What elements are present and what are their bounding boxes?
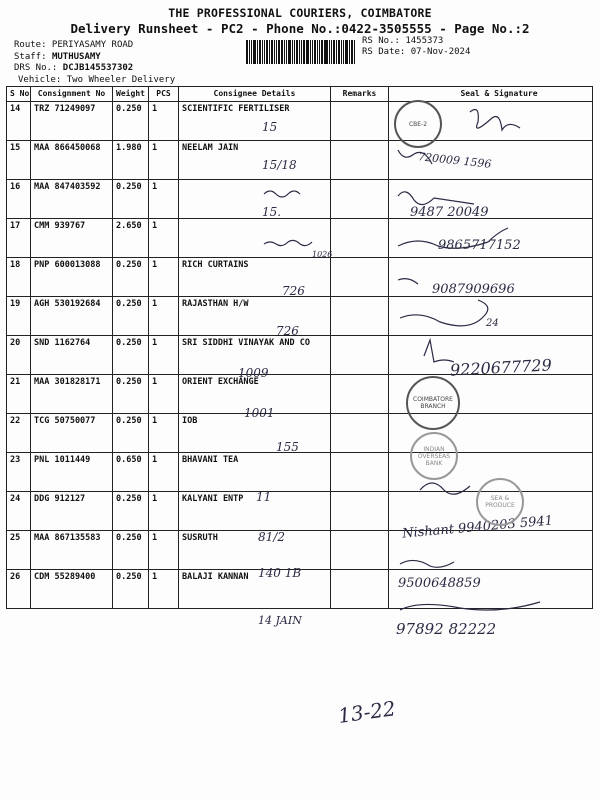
cell-pcs: 1 — [149, 102, 179, 141]
cell-pcs: 1 — [149, 453, 179, 492]
barcode-bar — [276, 40, 277, 64]
cell-consignee: NEELAM JAIN — [179, 141, 331, 180]
table-row — [7, 414, 593, 453]
handwritten-door-21: 1001 — [244, 406, 275, 420]
barcode-bar — [253, 40, 256, 64]
drs-number: DCJB145537302 — [62, 63, 134, 73]
col-pcs: PCS — [149, 87, 179, 102]
barcode-bar — [266, 40, 268, 64]
cell-remarks — [331, 258, 389, 297]
cell-pcs: 1 — [149, 297, 179, 336]
staff-label: Staff: — [14, 51, 47, 62]
bank-stamp-text: INDIAN OVERSEAS BANK — [417, 445, 451, 467]
cell-signature — [389, 336, 593, 375]
barcode-bar — [312, 40, 313, 64]
cell-sno: 18 — [7, 258, 31, 297]
cell-consignee: SUSRUTH — [179, 531, 331, 570]
handwritten-door-24: 81/2 — [258, 530, 285, 544]
cell-remarks — [331, 297, 389, 336]
handwritten-door-20: 1009 — [238, 366, 269, 380]
cell-consignment: SND 1162764 — [31, 336, 113, 375]
handwritten-door-18: 726 — [282, 284, 305, 298]
rs-date: RS Date: 07-Nov-2024 — [362, 47, 471, 57]
vehicle-line: Vehicle: Two Wheeler Delivery — [18, 74, 176, 85]
cell-sno: 23 — [7, 453, 31, 492]
handwritten-sign-19: 24 — [486, 318, 499, 329]
cell-signature — [389, 570, 593, 609]
cell-sno: 26 — [7, 570, 31, 609]
col-remarks: Remarks — [331, 87, 389, 102]
cell-pcs: 1 — [149, 375, 179, 414]
handwritten-door-15: 15/18 — [262, 158, 297, 172]
table-row — [7, 570, 593, 609]
cell-pcs: 1 — [149, 219, 179, 258]
handwritten-sign-15: 720009 1596 — [417, 150, 492, 171]
cell-consignment: MAA 847403592 — [31, 180, 113, 219]
branch-stamp-text: COIMBATORE BRANCH — [413, 396, 453, 410]
cell-weight: 0.250 — [113, 258, 149, 297]
cell-sno: 21 — [7, 375, 31, 414]
barcode-bar — [264, 40, 265, 64]
cell-consignee: RICH CURTAINS — [179, 258, 331, 297]
table-row — [7, 141, 593, 180]
barcode-bar — [333, 40, 335, 64]
cell-remarks — [331, 141, 389, 180]
barcode-bar — [331, 40, 332, 64]
cell-consignee: SCIENTIFIC FERTILISER — [179, 102, 331, 141]
table-row — [7, 258, 593, 297]
handwritten-footer-note: 13-22 — [336, 696, 398, 728]
rs-info — [362, 36, 470, 58]
handwritten-door-23: 11 — [256, 490, 272, 504]
cell-consignee: ORIENT EXCHANGE — [179, 375, 331, 414]
handwritten-sign-24: Nishant 9940203 5941 — [401, 513, 554, 542]
route-info — [14, 40, 175, 86]
drs-label: DRS No.: — [14, 63, 58, 73]
cell-weight: 0.250 — [113, 336, 149, 375]
cell-weight: 1.980 — [113, 141, 149, 180]
cell-remarks — [331, 414, 389, 453]
barcode-bar — [292, 40, 293, 64]
barcode-bar — [249, 40, 250, 64]
barcode-bar — [262, 40, 263, 64]
barcode-bar — [303, 40, 305, 64]
table-row — [7, 531, 593, 570]
staff-name: MUTHUSAMY — [51, 51, 101, 62]
cell-consignee: BALAJI KANNAN — [179, 570, 331, 609]
barcode — [246, 40, 356, 64]
barcode-bar — [338, 40, 340, 64]
col-signature: Seal & Signature — [389, 87, 593, 102]
col-weight: Weight — [113, 87, 149, 102]
cell-pcs: 1 — [149, 180, 179, 219]
cell-signature — [389, 219, 593, 258]
cell-consignee: BHAVANI TEA — [179, 453, 331, 492]
barcode-bar — [341, 40, 342, 64]
cbe-stamp — [394, 100, 442, 148]
barcode-bar — [310, 40, 311, 64]
cell-weight: 0.250 — [113, 297, 149, 336]
cell-remarks — [331, 180, 389, 219]
cell-weight: 0.250 — [113, 102, 149, 141]
cell-weight: 0.250 — [113, 531, 149, 570]
cell-consignment: TRZ 71249097 — [31, 102, 113, 141]
cell-pcs: 1 — [149, 570, 179, 609]
barcode-bar — [246, 40, 248, 64]
handwritten-door-22: 155 — [276, 440, 299, 454]
cell-consignee: SRI SIDDHI VINAYAK AND CO — [179, 336, 331, 375]
handwritten-door-14: 15 — [262, 120, 278, 134]
cell-weight: 0.250 — [113, 375, 149, 414]
cell-sno: 25 — [7, 531, 31, 570]
cell-remarks — [331, 219, 389, 258]
handwritten-sign-17: 9865717152 — [438, 238, 521, 253]
col-sno: S No — [7, 87, 31, 102]
table-row — [7, 102, 593, 141]
barcode-bar — [271, 40, 274, 64]
barcode-bar — [351, 40, 353, 64]
cell-remarks — [331, 336, 389, 375]
cell-signature — [389, 258, 593, 297]
tea-stamp — [476, 478, 524, 526]
barcode-bar — [288, 40, 291, 64]
cell-signature — [389, 180, 593, 219]
handwritten-door-19: 726 — [276, 324, 299, 338]
barcode-bar — [299, 40, 300, 64]
cell-weight: 0.250 — [113, 414, 149, 453]
table-row — [7, 180, 593, 219]
barcode-bar — [343, 40, 344, 64]
col-consignment: Consignment No — [31, 87, 113, 102]
barcode-bar — [251, 40, 252, 64]
barcode-bar — [354, 40, 355, 64]
cell-remarks — [331, 375, 389, 414]
cell-pcs: 1 — [149, 414, 179, 453]
cell-consignment: MAA 867135583 — [31, 531, 113, 570]
barcode-bar — [329, 40, 330, 64]
barcode-bar — [325, 40, 328, 64]
handwritten-sign-25: 9500648859 — [398, 576, 481, 591]
handwritten-sign-18: 9087909696 — [432, 282, 515, 297]
cell-remarks — [331, 531, 389, 570]
barcode-bar — [269, 40, 270, 64]
cell-consignee: RAJASTHAN H/W — [179, 297, 331, 336]
cell-signature — [389, 531, 593, 570]
cell-consignment: TCG 50750077 — [31, 414, 113, 453]
runsheet-title: Delivery Runsheet - PC2 - Phone No.:0422-3505555 - Page No.:2 — [70, 21, 530, 36]
cell-consignment: MAA 866450068 — [31, 141, 113, 180]
barcode-bar — [286, 40, 287, 64]
cell-consignment: PNL 1011449 — [31, 453, 113, 492]
cell-consignment: PNP 600013088 — [31, 258, 113, 297]
cell-consignment: DDG 912127 — [31, 492, 113, 531]
cell-pcs: 1 — [149, 492, 179, 531]
barcode-bar — [314, 40, 316, 64]
cell-sno: 17 — [7, 219, 31, 258]
barcode-bar — [296, 40, 298, 64]
tea-stamp-text: SEA & PRODUCE — [485, 495, 515, 509]
barcode-bar — [301, 40, 302, 64]
cell-consignment: CMM 939767 — [31, 219, 113, 258]
cell-weight: 0.250 — [113, 570, 149, 609]
cell-pcs: 1 — [149, 531, 179, 570]
handwritten-sign-20: 9220677729 — [449, 355, 553, 380]
cell-sno: 20 — [7, 336, 31, 375]
cell-remarks — [331, 453, 389, 492]
route-line: Route: PERIYASAMY ROAD — [14, 40, 134, 50]
barcode-bar — [317, 40, 318, 64]
handwritten-sign-26: 97892 82222 — [396, 620, 497, 638]
barcode-bar — [257, 40, 258, 64]
cell-signature — [389, 297, 593, 336]
barcode-bar — [345, 40, 348, 64]
cell-remarks — [331, 102, 389, 141]
barcode-bar — [336, 40, 337, 64]
cell-pcs: 1 — [149, 258, 179, 297]
cell-sno: 14 — [7, 102, 31, 141]
cell-consignee — [179, 219, 331, 258]
cell-sno: 19 — [7, 297, 31, 336]
cell-sno: 15 — [7, 141, 31, 180]
col-consignee: Consignee Details — [179, 87, 331, 102]
table-row — [7, 297, 593, 336]
staff-line — [14, 52, 175, 64]
drs-line — [14, 63, 175, 75]
cell-weight: 2.650 — [113, 219, 149, 258]
cell-sno: 24 — [7, 492, 31, 531]
barcode-bar — [324, 40, 325, 64]
barcode-bar — [278, 40, 280, 64]
cell-pcs: 1 — [149, 336, 179, 375]
barcode-bar — [319, 40, 320, 64]
cell-pcs: 1 — [149, 141, 179, 180]
handwritten-door-17: 1026 — [312, 250, 333, 259]
barcode-bar — [284, 40, 285, 64]
barcode-bar — [349, 40, 350, 64]
cell-remarks — [331, 570, 389, 609]
cell-weight: 0.250 — [113, 492, 149, 531]
cell-consignment: MAA 301828171 — [31, 375, 113, 414]
barcode-bar — [259, 40, 261, 64]
rs-number: RS No.: 1455373 — [362, 36, 444, 46]
cell-consignment: AGH 530192684 — [31, 297, 113, 336]
cell-consignment: CDM 55289400 — [31, 570, 113, 609]
cell-sno: 22 — [7, 414, 31, 453]
table-row — [7, 375, 593, 414]
handwritten-door-25: 140 1B — [258, 566, 302, 580]
branch-stamp — [406, 376, 460, 430]
handwritten-door-16: 15. — [262, 205, 282, 219]
cell-sno: 16 — [7, 180, 31, 219]
barcode-bar — [281, 40, 283, 64]
barcode-bar — [274, 40, 275, 64]
cell-remarks — [331, 492, 389, 531]
table-row — [7, 336, 593, 375]
bank-stamp — [410, 432, 458, 480]
runsheet-table — [6, 86, 593, 609]
barcode-bar — [294, 40, 295, 64]
handwritten-sign-16: 9487 20049 — [410, 205, 489, 220]
cbe-stamp-text: CBE-2 — [408, 120, 428, 128]
cell-consignee: IOB — [179, 414, 331, 453]
barcode-bar — [306, 40, 309, 64]
cell-weight: 0.650 — [113, 453, 149, 492]
company-title: THE PROFESSIONAL COURIERS, COIMBATORE — [168, 6, 432, 20]
barcode-bar — [321, 40, 323, 64]
table-row — [7, 219, 593, 258]
table-header-row — [7, 87, 593, 102]
handwritten-door-26: 14 JAIN — [258, 614, 302, 627]
cell-consignee — [179, 180, 331, 219]
cell-weight: 0.250 — [113, 180, 149, 219]
cell-consignee: KALYANI ENTP — [179, 492, 331, 531]
